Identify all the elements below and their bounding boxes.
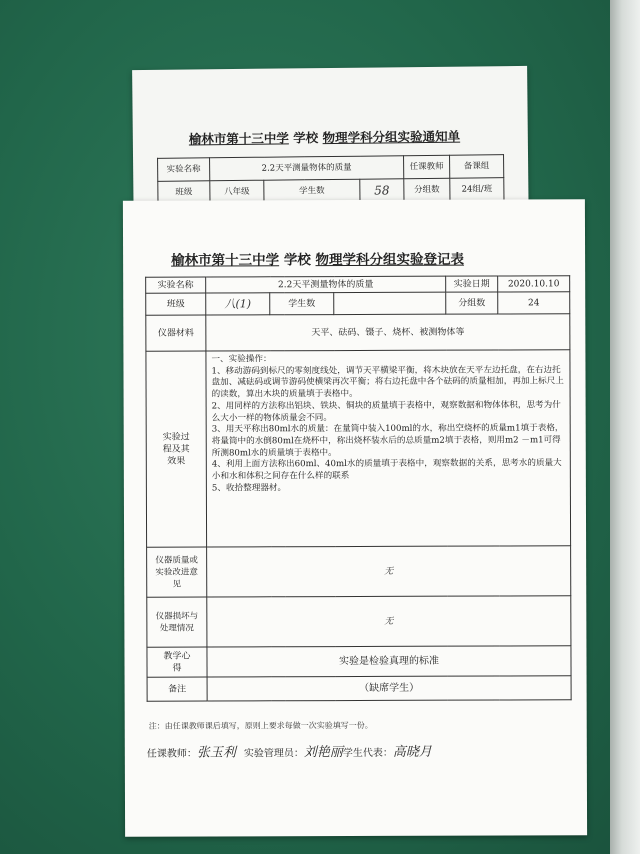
notice-label-name: 实验名称 bbox=[158, 158, 210, 182]
process-line: 3、用天平称出80ml水的质量：在量筒中装入100ml的水，称出空烧杯的质量m1填于表格，将量筒中的水倒80ml在烧杯中，称出烧杯装水后的总质量m2填于表格，则用m2 －m1可得所测80ml水的质量填于表格中。 bbox=[211, 423, 564, 459]
register-row-opinion bbox=[147, 546, 571, 597]
process-line: 2、用同样的方法称出铝块、铁块、铜块的质量填于表格中，观察数据和物体体积，思考为什么大小一样的物体质量会不同。 bbox=[211, 400, 561, 424]
notice-groups: 24组/班 bbox=[450, 178, 504, 202]
sign-student-label: 学生代表： bbox=[342, 747, 393, 760]
notice-title-text: 物理学科分组实验通知单 bbox=[322, 128, 461, 146]
register-students bbox=[334, 292, 446, 314]
register-label-date: 实验日期 bbox=[446, 276, 498, 292]
process-line: 4、利用上面方法称出60ml、40ml水的质量填于表格中，观察数据的关系，思考水的质量大小和水和体积之间存在什么样的联系 bbox=[211, 458, 562, 482]
notice-label-class: 班级 bbox=[158, 181, 210, 205]
register-school: 榆林市第十三中学 bbox=[171, 252, 280, 269]
notice-title bbox=[189, 127, 460, 148]
notice-label-groups: 分组数 bbox=[404, 178, 450, 201]
register-label-groups: 分组数 bbox=[446, 292, 498, 314]
table-edge-right bbox=[610, 0, 640, 854]
register-label-students: 学生数 bbox=[270, 293, 334, 315]
register-label-class: 班级 bbox=[146, 293, 206, 315]
register-label-name: 实验名称 bbox=[146, 277, 206, 293]
register-title bbox=[171, 248, 464, 269]
notice-table bbox=[157, 154, 505, 205]
register-row-name bbox=[146, 276, 570, 293]
signature-line bbox=[147, 741, 432, 761]
register-label-insight: 教学心得 bbox=[147, 647, 207, 677]
register-equipment: 天平、砝码、镊子、烧杯、被测物体等 bbox=[206, 314, 570, 351]
notice-label-prep: 备课组 bbox=[450, 155, 504, 179]
register-row-damage bbox=[147, 596, 571, 647]
register-insight: 实验是检验真理的标准 bbox=[207, 646, 571, 677]
register-row-process bbox=[146, 350, 571, 547]
process-line: 一、实验操作： bbox=[211, 354, 272, 365]
register-table bbox=[145, 275, 571, 701]
sign-manager-label: 实验管理员： bbox=[243, 748, 304, 760]
register-row-class bbox=[146, 292, 570, 315]
register-sheet bbox=[123, 199, 587, 837]
process-line: 1、移动游码到标尺的零刻度线处，调节天平横梁平衡，将木块放在天平左边托盘，在右边托盘加、减砝码或调节游码使横梁再次平衡；将右边托盘中各个砝码的质量相加，再加上标尺上的读数，算出木块的质量填于表格中。 bbox=[211, 364, 564, 400]
register-remark: （缺席学生） bbox=[207, 676, 571, 701]
register-label-opinion: 仪器质量或实验改进意见 bbox=[147, 547, 207, 597]
process-line: 5、收拾整理器材。 bbox=[211, 482, 287, 494]
register-note: 注：由任课教师课后填写，原则上要求每做一次实验填写一份。 bbox=[148, 720, 373, 731]
register-row-equipment bbox=[146, 314, 570, 351]
notice-experiment-name: 2.2天平测量物体的质量 bbox=[210, 156, 404, 181]
register-damage: 无 bbox=[207, 596, 571, 647]
notice-students: 58 bbox=[360, 179, 404, 202]
register-process bbox=[206, 350, 571, 547]
notice-grade: 八年级 bbox=[210, 180, 264, 204]
register-label-remark: 备注 bbox=[147, 677, 207, 701]
register-groups: 24 bbox=[498, 292, 570, 314]
register-row-remark bbox=[147, 676, 571, 701]
register-opinion: 无 bbox=[207, 546, 571, 597]
register-label-process: 实验过程及其效果 bbox=[146, 351, 207, 547]
register-label-equipment: 仪器材料 bbox=[146, 315, 206, 351]
register-label-damage: 仪器损坏与处理情况 bbox=[147, 597, 207, 647]
notice-school: 榆林市第十三中学 bbox=[188, 130, 289, 147]
notice-school-suffix: 学校 bbox=[293, 130, 319, 146]
sign-teacher: 张玉利 bbox=[196, 745, 236, 761]
register-school-suffix: 学校 bbox=[283, 252, 311, 269]
notice-label-students: 学生数 bbox=[264, 179, 360, 203]
register-class-value: 八(1) bbox=[206, 293, 270, 315]
sign-manager: 刘艳丽 bbox=[303, 745, 343, 761]
register-row-insight bbox=[147, 646, 571, 677]
register-experiment-name: 2.2天平测量物体的质量 bbox=[206, 276, 446, 293]
register-date: 2020.10.10 bbox=[498, 276, 570, 292]
register-title-text: 物理学科分组实验登记表 bbox=[315, 251, 465, 269]
sign-teacher-label: 任课教师： bbox=[146, 748, 197, 760]
notice-label-teacher: 任课教师 bbox=[404, 155, 450, 178]
sign-student: 高晓月 bbox=[392, 744, 432, 760]
